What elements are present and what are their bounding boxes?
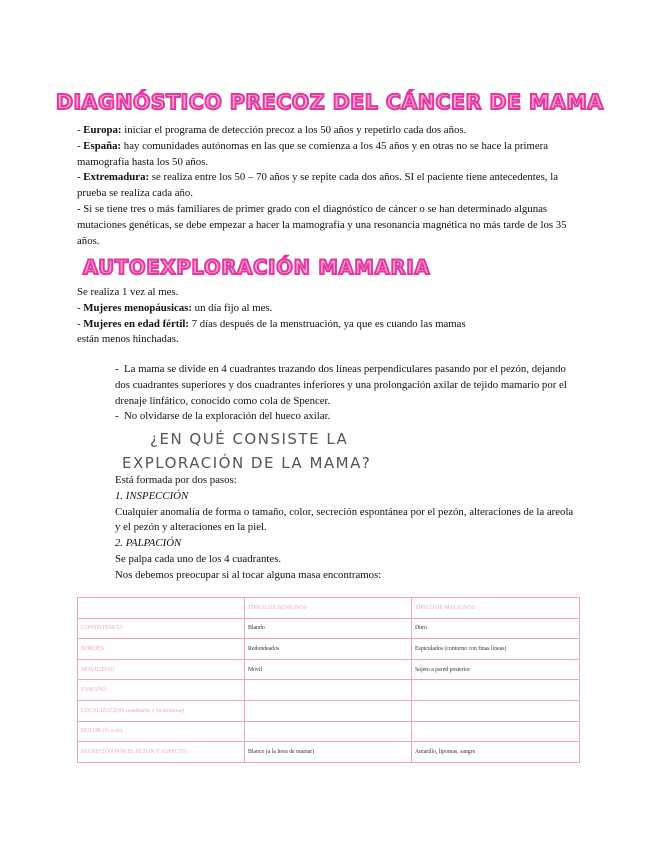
- table-cell: Móvil: [245, 659, 412, 680]
- list-item: - Mujeres en edad fértil: 7 días después de la menstruación, ya que es cuando las mamas están menos hinchadas.: [77, 317, 466, 346]
- table-cell: [412, 680, 580, 701]
- list-item: - No olvidarse de la exploración del hueco axilar.: [115, 410, 331, 423]
- question-line: EXPLORACIÓN DE LA MAMA?: [122, 454, 372, 472]
- row-label: LOCALIZACIÓN (cuadrante o cicatrizarse): [78, 700, 245, 721]
- step-text: Nos debemos preocupar si al tocar alguna masa encontramos:: [115, 568, 382, 581]
- comparison-table: [77, 597, 580, 763]
- list-item: - Europa: iniciar el programa de detección precoz a los 50 años y repetirlo cada dos años.: [77, 124, 467, 136]
- steps-intro: Está formada por dos pasos:: [115, 474, 237, 486]
- table-row: [78, 742, 580, 763]
- diagnosis-list: [77, 123, 582, 249]
- row-label: CONSISTENCIA: [78, 618, 245, 639]
- table-cell: Sujeto a pared posterior: [412, 659, 580, 680]
- table-cell: Blanco (a la hora de mamar): [245, 742, 412, 763]
- list-item: - Si se tiene tres o más familiares de primer grado con el diagnóstico de cáncer o se han determinado algunas mutaciones genéticas, se debe empezar a hacer la mamografía y una resonancia magnética no más tarde de los 35 años.: [77, 202, 567, 247]
- step-text: Se palpa cada uno de los 4 cuadrantes.: [115, 552, 282, 565]
- table-header-row: [78, 598, 580, 619]
- quadrants-text: [115, 362, 580, 425]
- table-row: [78, 700, 580, 721]
- table-cell: Duro: [412, 618, 580, 639]
- table-header-cell: TÍPICO DE BENIGNOS: [245, 598, 412, 619]
- row-label: MOVILIDAD: [78, 659, 245, 680]
- table-cell: Blando: [245, 618, 412, 639]
- exam-steps: [115, 473, 580, 584]
- table-cell: Amarillo, lipomas, sangre: [412, 742, 580, 763]
- list-item: - España: hay comunidades autónomas en las que se comienza a los 45 años y en otras no se hace la primera mamografía hasta los 50 años.: [77, 139, 549, 168]
- table-row: [78, 639, 580, 660]
- self-exam-text: [77, 285, 472, 348]
- table-cell: [245, 680, 412, 701]
- step-title: 2. PALPACIÓN: [115, 537, 182, 550]
- table-cell: [245, 721, 412, 742]
- row-label: DOLOR (Sí o no): [78, 721, 245, 742]
- intro-text: Se realiza 1 vez al mes.: [77, 286, 179, 298]
- table-cell: [412, 721, 580, 742]
- section-heading: AUTOEXPLORACIÓN MAMARIA: [83, 256, 431, 279]
- step-text: Cualquier anomalía de forma o tamaño, color, secreción espontánea por el pezón, alteraciones de la areola y el pezón y alteraciones en la piel.: [115, 505, 574, 534]
- list-item: - Extremadura: se realiza entre los 50 – 70 años y se repite cada dos años. SI el paciente tiene antecedentes, la prueba se realiza cada año.: [77, 171, 558, 200]
- question-line: ¿EN QUÉ CONSISTE LA: [150, 430, 349, 448]
- list-item: - La mama se divide en 4 cuadrantes trazando dos líneas perpendiculares pasando por el pezón, dejando dos cuadrantes superiores y dos cuadrantes inferiores y una prolongación axilar de tejido mamario por el drenaje linfático, conocido como cola de Spencer.: [115, 363, 567, 407]
- list-item: - Mujeres menopáusicas: un día fijo al mes.: [77, 301, 273, 314]
- table-row: [78, 659, 580, 680]
- table-cell: [412, 700, 580, 721]
- table-row: [78, 618, 580, 639]
- page-title: DIAGNÓSTICO PRECOZ DEL CÁNCER DE MAMA: [56, 90, 604, 114]
- table-header-cell: [78, 598, 245, 619]
- table-cell: Espiculados (contorno con finas líneas): [412, 639, 580, 660]
- row-label: TAMAÑO: [78, 680, 245, 701]
- question-heading: [122, 427, 382, 475]
- table-cell: [245, 700, 412, 721]
- table-header-cell: TÍPICO DE MALIGNOS: [412, 598, 580, 619]
- step-title: 1. INSPECCIÓN: [115, 489, 189, 502]
- table-row: [78, 680, 580, 701]
- row-label: SECRECIÓN POR EL PEZÓN Y ASPECTO: [78, 742, 245, 763]
- row-label: BORDES: [78, 639, 245, 660]
- table-cell: Redondeados: [245, 639, 412, 660]
- table-row: [78, 721, 580, 742]
